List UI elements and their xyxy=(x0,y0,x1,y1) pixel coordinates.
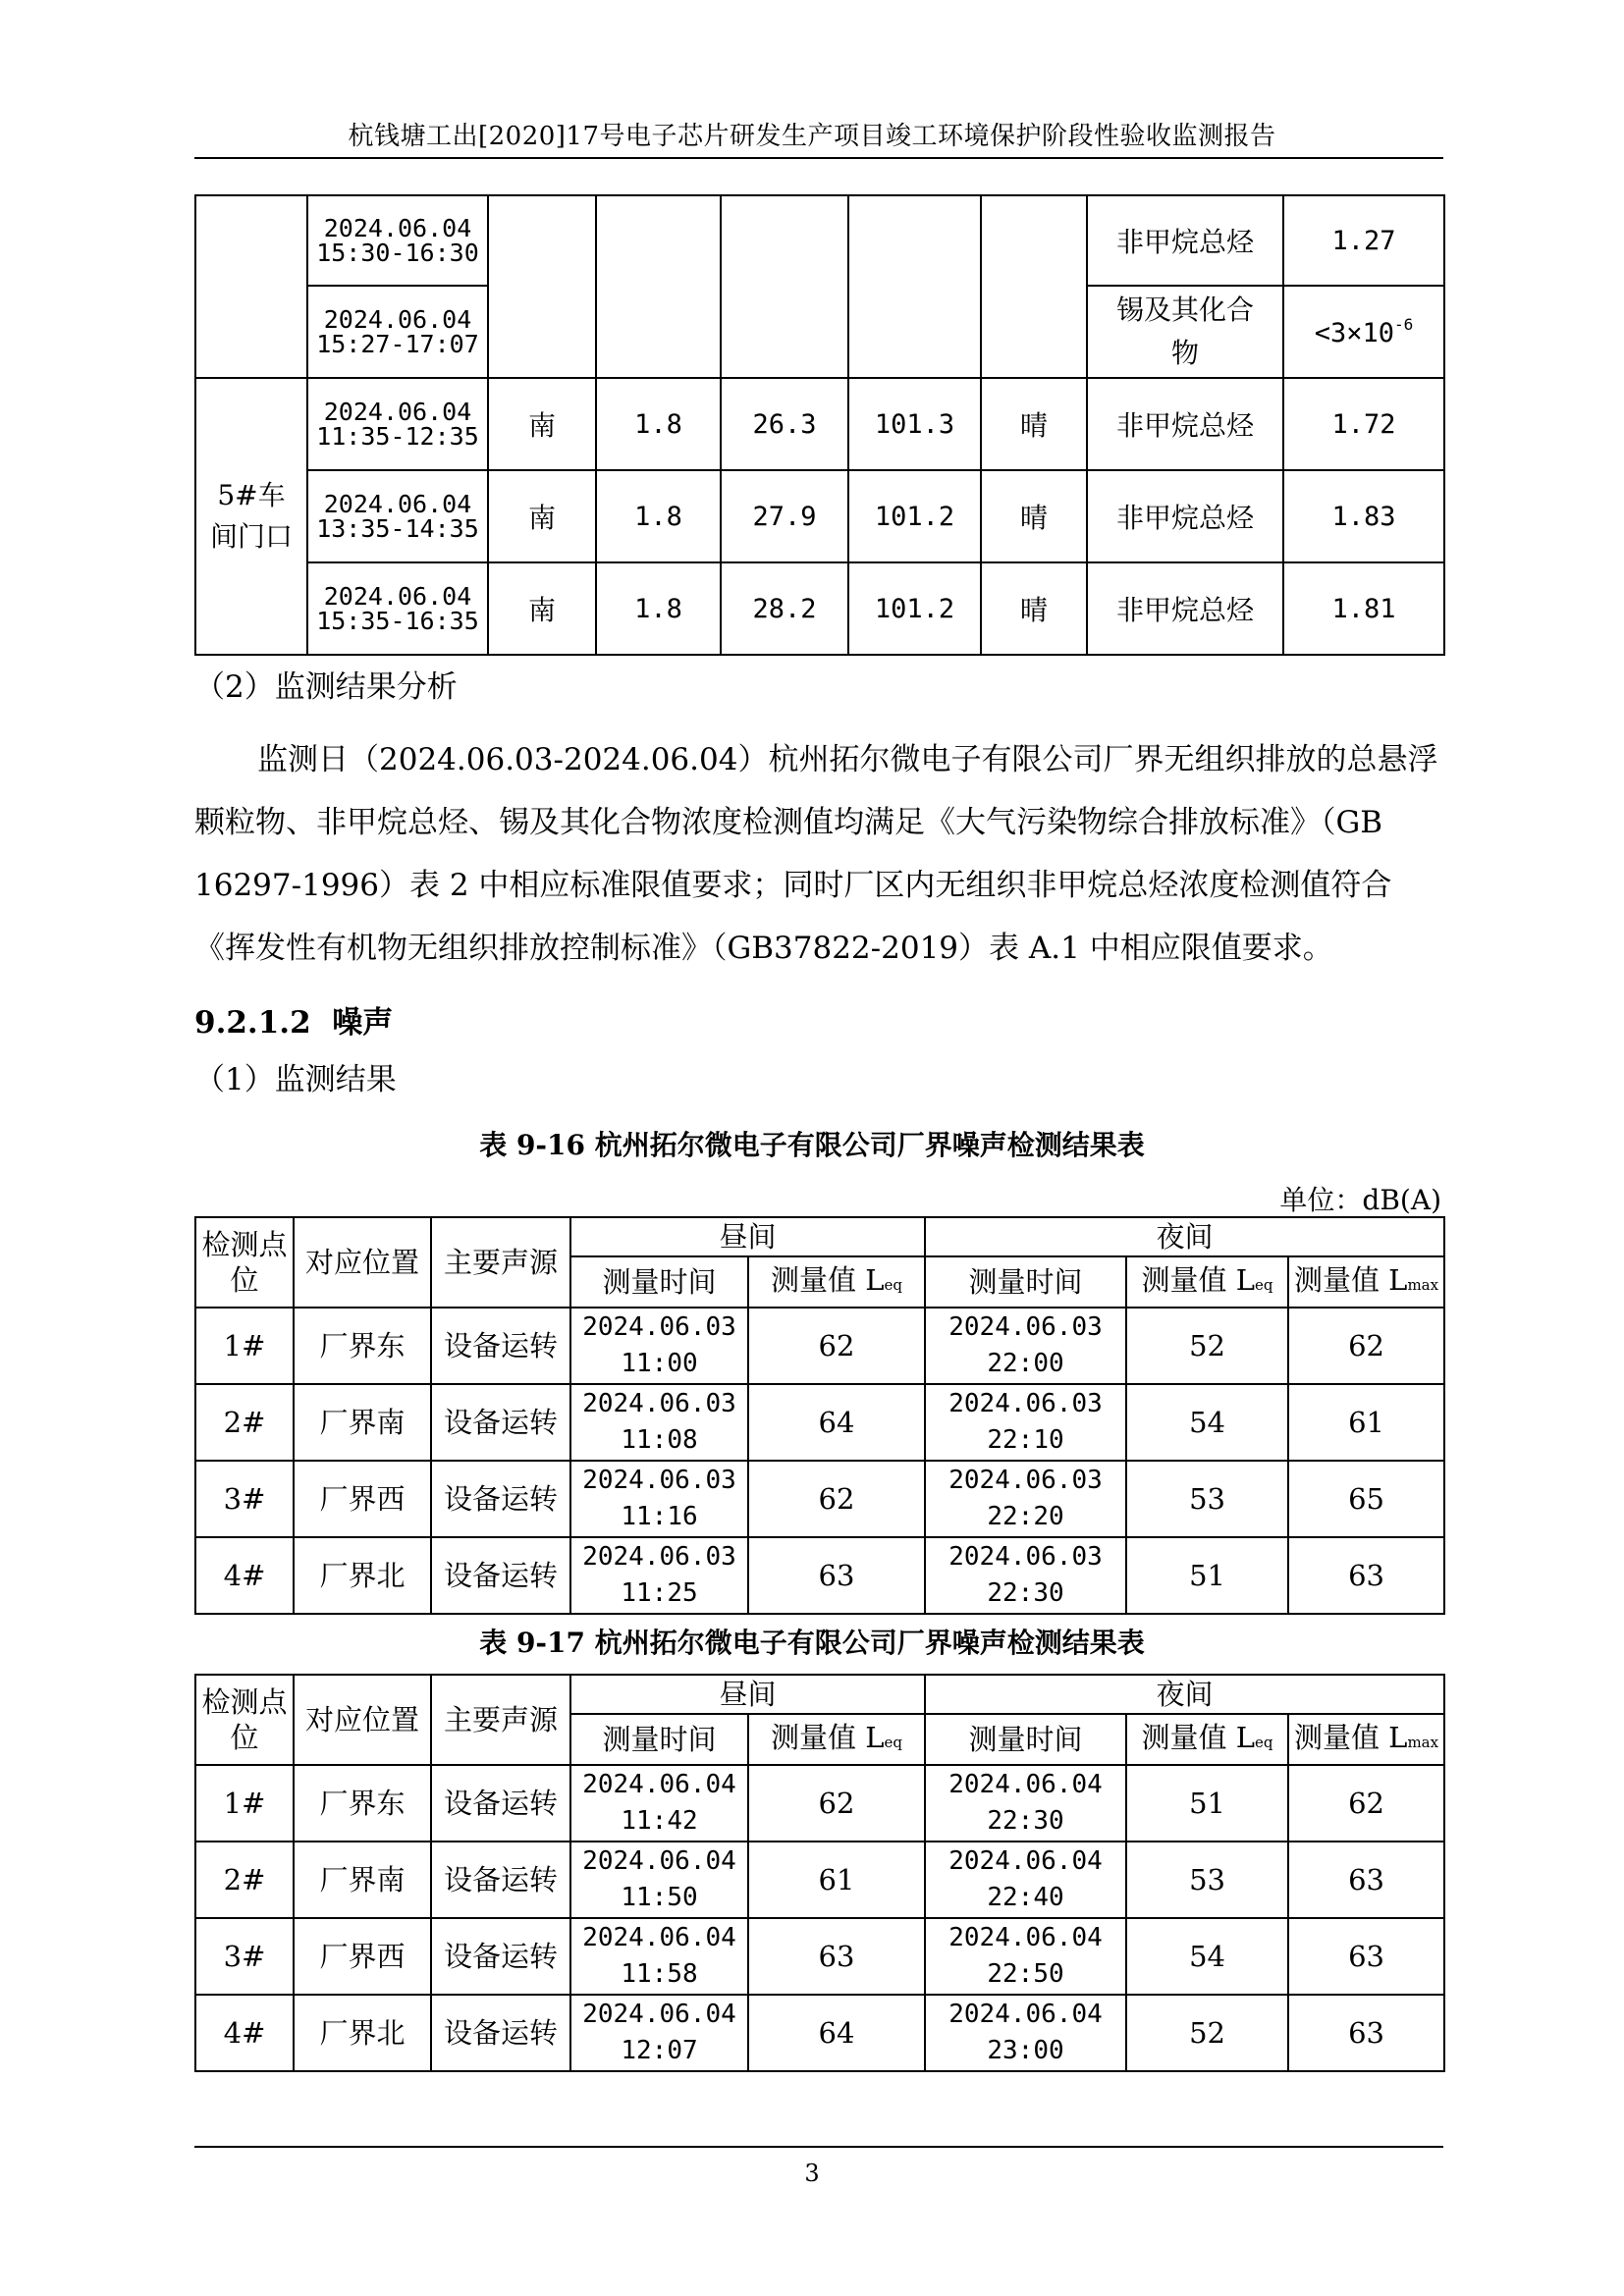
source: 设备运转 xyxy=(431,1537,570,1614)
position: 厂界南 xyxy=(294,1384,431,1461)
pollutant-name: 非甲烷总烃 xyxy=(1087,562,1283,655)
date: 2024.06.04 xyxy=(582,2000,736,2029)
time: 22:30 xyxy=(987,1806,1064,1836)
header-night-lmax xyxy=(1288,1714,1444,1765)
table-row xyxy=(195,1918,1444,1995)
date: 2024.06.03 xyxy=(948,1542,1103,1572)
day-time xyxy=(570,1995,748,2071)
temperature-cell xyxy=(721,195,848,378)
night-time xyxy=(925,1308,1126,1384)
day-leq: 62 xyxy=(748,1765,925,1842)
pressure: 101.2 xyxy=(848,470,981,562)
day-time xyxy=(570,1765,748,1842)
table-row xyxy=(195,1765,1444,1842)
pollutant-value: 1.81 xyxy=(1283,562,1444,655)
day-time xyxy=(570,1537,748,1614)
point-cell-continued xyxy=(195,195,307,378)
pollutant-name: 非甲烷总烃 xyxy=(1087,378,1283,470)
header-night-time: 测量时间 xyxy=(925,1256,1126,1308)
temperature: 27.9 xyxy=(721,470,848,562)
pollutant-value xyxy=(1283,286,1444,378)
date: 2024.06.03 xyxy=(582,1389,736,1418)
sampling-time: 2024.06.04 15:35-16:35 xyxy=(307,562,488,655)
lmax-subscript: max xyxy=(1407,1275,1439,1294)
header-day-leq xyxy=(748,1256,925,1308)
leq-subscript: eq xyxy=(1255,1275,1273,1294)
time: 11:50 xyxy=(621,1883,698,1912)
pollutant-value: 1.83 xyxy=(1283,470,1444,562)
header-day: 昼间 xyxy=(570,1675,925,1714)
night-time xyxy=(925,1384,1126,1461)
temperature: 28.2 xyxy=(721,562,848,655)
header-row xyxy=(195,1217,1444,1256)
point: 2# xyxy=(195,1842,294,1918)
date: 2024.06.04 xyxy=(948,1923,1103,1952)
footer-rule xyxy=(194,2146,1443,2148)
day-time xyxy=(570,1842,748,1918)
table-row xyxy=(195,1537,1444,1614)
pressure: 101.3 xyxy=(848,378,981,470)
time: 22:30 xyxy=(987,1578,1064,1608)
table-row xyxy=(195,1842,1444,1918)
wind-speed: 1.8 xyxy=(596,378,721,470)
sampling-time: 2024.06.04 13:35-14:35 xyxy=(307,470,488,562)
date: 2024.06.03 xyxy=(948,1312,1103,1342)
temperature: 26.3 xyxy=(721,378,848,470)
analysis-text: 监测日（2024.06.03-2024.06.04）杭州拓尔微电子有限公司厂界无组织排放的总悬浮颗粒物、非甲烷总烃、锡及其化合物浓度检测值均满足《大气污染物综合排放标准》（GB 16297-1996）表 2 中相应标准限值要求；同时厂区内无组织非甲烷总烃浓度检测值符合《挥发性有机物无组织排放控制标准》（GB37822-2019）表 A.1 中相应限值要求。 xyxy=(194,742,1438,966)
table-row xyxy=(195,1995,1444,2071)
night-lmax: 63 xyxy=(1288,1995,1444,2071)
time: 22:20 xyxy=(987,1502,1064,1531)
weather: 晴 xyxy=(981,562,1087,655)
header-position: 对应位置 xyxy=(294,1217,431,1308)
header-night-lmax xyxy=(1288,1256,1444,1308)
results-label: （1）监测结果 xyxy=(194,1062,397,1097)
wind-speed: 1.8 xyxy=(596,470,721,562)
time: 22:10 xyxy=(987,1425,1064,1455)
night-leq: 54 xyxy=(1126,1918,1288,1995)
night-lmax: 65 xyxy=(1288,1461,1444,1537)
day-leq: 63 xyxy=(748,1537,925,1614)
lmax-label: 测量值 L xyxy=(1293,1720,1408,1754)
weather-cell xyxy=(981,195,1087,378)
day-leq: 62 xyxy=(748,1461,925,1537)
source: 设备运转 xyxy=(431,1918,570,1995)
section-number: 9.2.1.2 xyxy=(194,1005,311,1041)
leq-label: 测量值 L xyxy=(1141,1262,1256,1297)
pollutant-name: 非甲烷总烃 xyxy=(1087,195,1283,286)
pollutant-name: 锡及其化合物 xyxy=(1087,286,1283,378)
header-night: 夜间 xyxy=(925,1217,1444,1256)
point-5-workshop-door: 5#车间门口 xyxy=(195,378,307,655)
time: 11:08 xyxy=(621,1425,698,1455)
header-source: 主要声源 xyxy=(431,1675,570,1765)
source: 设备运转 xyxy=(431,1995,570,2071)
night-leq: 53 xyxy=(1126,1842,1288,1918)
pressure: 101.2 xyxy=(848,562,981,655)
point: 1# xyxy=(195,1308,294,1384)
time: 11:00 xyxy=(621,1349,698,1378)
date: 2024.06.03 xyxy=(582,1466,736,1495)
night-time xyxy=(925,1918,1126,1995)
sampling-time: 2024.06.04 11:35-12:35 xyxy=(307,378,488,470)
wind-direction: 南 xyxy=(488,562,596,655)
header-row xyxy=(195,1675,1444,1714)
wind-speed-cell xyxy=(596,195,721,378)
header-night: 夜间 xyxy=(925,1675,1444,1714)
wind-direction-cell xyxy=(488,195,596,378)
table-row xyxy=(195,1461,1444,1537)
point: 1# xyxy=(195,1765,294,1842)
night-leq: 51 xyxy=(1126,1537,1288,1614)
leq-label: 测量值 L xyxy=(1141,1720,1256,1754)
day-leq: 61 xyxy=(748,1842,925,1918)
source: 设备运转 xyxy=(431,1308,570,1384)
sampling-time: 2024.06.04 15:27-17:07 xyxy=(307,286,488,378)
header-night-leq xyxy=(1126,1256,1288,1308)
position: 厂界东 xyxy=(294,1308,431,1384)
day-leq: 64 xyxy=(748,1995,925,2071)
date: 2024.06.04 xyxy=(948,2000,1103,2029)
day-time xyxy=(570,1384,748,1461)
leq-label: 测量值 L xyxy=(771,1720,885,1754)
unit-label: 单位：dB(A) xyxy=(1279,1184,1441,1216)
day-time xyxy=(570,1308,748,1384)
day-leq: 63 xyxy=(748,1918,925,1995)
night-leq: 51 xyxy=(1126,1765,1288,1842)
wind-direction: 南 xyxy=(488,470,596,562)
date: 2024.06.04 xyxy=(582,1923,736,1952)
position: 厂界北 xyxy=(294,1995,431,2071)
time: 22:00 xyxy=(987,1349,1064,1378)
header-source: 主要声源 xyxy=(431,1217,570,1308)
time: 11:58 xyxy=(621,1959,698,1989)
date: 2024.06.04 xyxy=(948,1770,1103,1799)
night-lmax: 63 xyxy=(1288,1537,1444,1614)
header-rule xyxy=(194,157,1443,159)
air-row xyxy=(195,378,1444,470)
source: 设备运转 xyxy=(431,1842,570,1918)
header-point: 检测点位 xyxy=(195,1217,294,1308)
time: 22:50 xyxy=(987,1959,1064,1989)
night-lmax: 63 xyxy=(1288,1842,1444,1918)
point: 2# xyxy=(195,1384,294,1461)
point: 3# xyxy=(195,1461,294,1537)
header-day: 昼间 xyxy=(570,1217,925,1256)
night-lmax: 63 xyxy=(1288,1918,1444,1995)
air-monitoring-table xyxy=(194,194,1445,656)
wind-direction: 南 xyxy=(488,378,596,470)
lmax-subscript: max xyxy=(1407,1733,1439,1751)
noise-table-9-17 xyxy=(194,1674,1445,2072)
value-exponent: -6 xyxy=(1394,315,1414,334)
leq-subscript: eq xyxy=(884,1733,902,1751)
position: 厂界西 xyxy=(294,1461,431,1537)
day-leq: 62 xyxy=(748,1308,925,1384)
pressure-cell xyxy=(848,195,981,378)
time: 12:07 xyxy=(621,2036,698,2065)
source: 设备运转 xyxy=(431,1765,570,1842)
day-time xyxy=(570,1918,748,1995)
table-9-17-caption: 表 9-17 杭州拓尔微电子有限公司厂界噪声检测结果表 xyxy=(479,1627,1145,1659)
pollutant-value: 1.27 xyxy=(1283,195,1444,286)
time: 22:40 xyxy=(987,1883,1064,1912)
date: 2024.06.04 xyxy=(582,1770,736,1799)
pollutant-name: 非甲烷总烃 xyxy=(1087,470,1283,562)
night-leq: 52 xyxy=(1126,1308,1288,1384)
table-9-16-caption: 表 9-16 杭州拓尔微电子有限公司厂界噪声检测结果表 xyxy=(479,1129,1145,1161)
night-leq: 53 xyxy=(1126,1461,1288,1537)
time: 11:42 xyxy=(621,1806,698,1836)
position: 厂界南 xyxy=(294,1842,431,1918)
table-row xyxy=(195,1384,1444,1461)
pollutant-value: 1.72 xyxy=(1283,378,1444,470)
night-time xyxy=(925,1842,1126,1918)
air-row xyxy=(195,195,1444,286)
header-point: 检测点位 xyxy=(195,1675,294,1765)
point: 3# xyxy=(195,1918,294,1995)
night-time xyxy=(925,1537,1126,1614)
air-row xyxy=(195,562,1444,655)
night-leq: 54 xyxy=(1126,1384,1288,1461)
night-time xyxy=(925,1461,1126,1537)
leq-subscript: eq xyxy=(1255,1733,1273,1751)
air-row xyxy=(195,470,1444,562)
night-lmax: 62 xyxy=(1288,1765,1444,1842)
noise-table-9-16 xyxy=(194,1216,1445,1615)
weather: 晴 xyxy=(981,470,1087,562)
table-row xyxy=(195,1308,1444,1384)
date: 2024.06.04 xyxy=(582,1846,736,1876)
header-day-time: 测量时间 xyxy=(570,1714,748,1765)
time: 11:16 xyxy=(621,1502,698,1531)
page-header-title: 杭钱塘工出[2020]17号电子芯片研发生产项目竣工环境保护阶段性验收监测报告 xyxy=(348,122,1276,151)
leq-label: 测量值 L xyxy=(771,1262,885,1297)
header-night-leq xyxy=(1126,1714,1288,1765)
section-heading xyxy=(194,997,393,1041)
position: 厂界西 xyxy=(294,1918,431,1995)
day-time xyxy=(570,1461,748,1537)
time: 23:00 xyxy=(987,2036,1064,2065)
time: 11:25 xyxy=(621,1578,698,1608)
sampling-time: 2024.06.04 15:30-16:30 xyxy=(307,195,488,286)
weather: 晴 xyxy=(981,378,1087,470)
value-prefix: <3×10 xyxy=(1314,318,1394,348)
header-night-time: 测量时间 xyxy=(925,1714,1126,1765)
source: 设备运转 xyxy=(431,1461,570,1537)
source: 设备运转 xyxy=(431,1384,570,1461)
day-leq: 64 xyxy=(748,1384,925,1461)
header-position: 对应位置 xyxy=(294,1675,431,1765)
position: 厂界东 xyxy=(294,1765,431,1842)
date: 2024.06.03 xyxy=(948,1466,1103,1495)
night-time xyxy=(925,1995,1126,2071)
night-lmax: 61 xyxy=(1288,1384,1444,1461)
section-title: 噪声 xyxy=(332,1005,394,1041)
night-time xyxy=(925,1765,1126,1842)
date: 2024.06.04 xyxy=(948,1846,1103,1876)
point: 4# xyxy=(195,1995,294,2071)
point: 4# xyxy=(195,1537,294,1614)
date: 2024.06.03 xyxy=(948,1389,1103,1418)
night-leq: 52 xyxy=(1126,1995,1288,2071)
analysis-paragraph xyxy=(194,728,1443,980)
page-number: 3 xyxy=(804,2160,820,2187)
header-day-time: 测量时间 xyxy=(570,1256,748,1308)
wind-speed: 1.8 xyxy=(596,562,721,655)
analysis-label: （2）监测结果分析 xyxy=(194,669,458,705)
lmax-label: 测量值 L xyxy=(1293,1262,1408,1297)
night-lmax: 62 xyxy=(1288,1308,1444,1384)
header-day-leq xyxy=(748,1714,925,1765)
leq-subscript: eq xyxy=(884,1275,902,1294)
position: 厂界北 xyxy=(294,1537,431,1614)
date: 2024.06.03 xyxy=(582,1542,736,1572)
date: 2024.06.03 xyxy=(582,1312,736,1342)
